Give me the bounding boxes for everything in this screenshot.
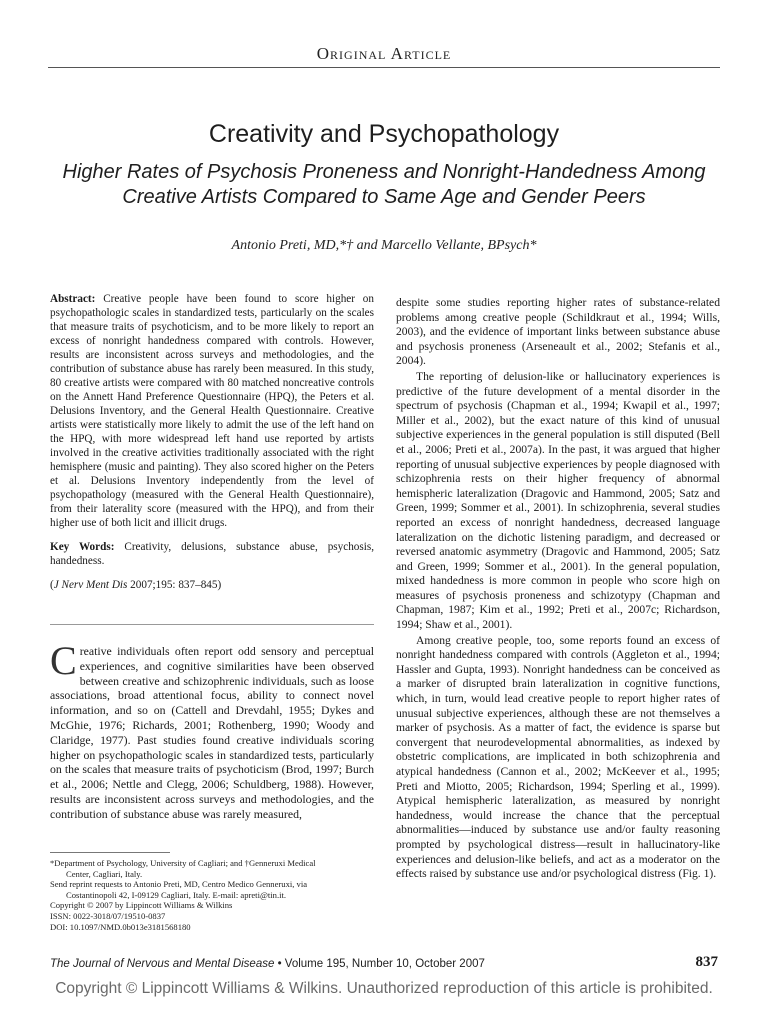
journal-name: The Journal of Nervous and Mental Disease bbox=[50, 958, 275, 970]
right-column bbox=[396, 296, 720, 882]
author-line: Antonio Preti, MD,*† and Marcello Vellante, BPsych* bbox=[231, 238, 537, 253]
abstract bbox=[50, 292, 374, 530]
keywords bbox=[50, 540, 374, 568]
issue-info: • Volume 195, Number 10, October 2007 bbox=[274, 958, 485, 970]
drop-cap: C bbox=[50, 638, 77, 683]
abstract-label: Abstract: bbox=[50, 293, 96, 305]
running-footer bbox=[50, 958, 485, 970]
footnotes: *Department of Psychology, University of Cagliari; and †Genneruxi Medical Center, Cagliari, Italy. Send reprint requests to Antonio Preti, MD, Centro Medico Genneruxi, via Costantinopoli 42, I-09129 Cagliari, Italy. E-mail: apreti@tin.it. Copyright © 2007 by Lippincott Williams & Wilkins ISSN: 0022-3018/07/19510-0837 DOI: 10.1097/NMD.0b013e3181568180 bbox=[50, 858, 316, 932]
citation: (J Nerv Ment Dis 2007;195: 837–845) bbox=[50, 579, 222, 591]
abstract-divider bbox=[50, 624, 374, 625]
footnote-divider bbox=[50, 852, 170, 853]
body-paragraph: Among creative people, too, some reports found an excess of nonright handedness compared with controls (Aggleton et al., 1994; Hassler and Gupta, 1993). Nonright handedness can be conceived as a marker of disrupted brain lateralization in cognitive functions, which, in turn, would lead creative people to report higher rates of unusual subjective experiences, although these are not themselves a marker of psychosis. As a matter of fact, the evidence is sparse but convergent that neurodevelopmental abnormalities, as indexed by obstetric complications, are implicated in both schizophrenia and atypical handedness (Cannon et al., 2002; McKeever et al., 1995; Preti and Miotto, 2005; Richardson, 1994; Sperling et al., 1999). Atypical hemispheric lateralization, as measured by nonright handedness, would increase the chance that the perceptual abnormalities—induced by substance use and/or faulty reasoning prompted by psychological distress—result in hallucinatory-like experiences and delusion-like beliefs, and act as a moderator on the effects raised by substance use and/or psychological distress (Fig. 1). bbox=[396, 633, 720, 881]
citation-journal: J Nerv Ment Dis bbox=[53, 579, 128, 591]
abstract-text: Creative people have been found to score higher on psychopathologic scales in standardized tests, particularly on the scales that measure traits of psychoticism, and to be more likely to report an excess of nonright handedness compared with controls. However, results are inconsistent across surveys and methodologies, and the contribution of substance abuse has rarely been measured. In this study, 80 creative artists were compared with 80 matched noncreative controls on the Annett Hand Preference Questionnaire (HPQ), the Peters et al. Delusions Inventory, and the General Health Questionnaire. Creative artists were statistically more likely to admit the use of the left hand on the HPQ, with more widespread left hand use reported by artists involved in the creative activities traditionally associated with the right hemisphere (music and painting). They also scored higher on the Peters et al. Delusions Inventory independently from the level of psychopathology (measured with the General Health Questionnaire), from their laterality score (measured with the HPQ), and from their higher use of both licit and illicit drugs. bbox=[50, 293, 374, 529]
article-subtitle: Higher Rates of Psychosis Proneness and Nonright-Handedness Among Creative Artists Compared to Same Age and Gender Peers bbox=[62, 161, 706, 208]
article-title: Creativity and Psychopathology bbox=[208, 120, 560, 148]
body-paragraph: The reporting of delusion-like or hallucinatory experiences is predictive of the future development of a mental disorder in the spectrum of psychosis (Chapman et al., 1994; Kwapil et al., 1997; Miller et al., 2002), but the exact nature of this kind of unusual subjective experiences in the general population is still disputed (Bell et al., 2006; Preti et al., 2007a). In the past, it was argued that higher reporting of unusual subjective experiences by people diagnosed with schizophrenia rests on their higher frequency of abnormal hemispheric lateralization (Dragovic and Hammond, 2005; Satz and Green, 1999; Sommer et al., 2001). In schizophrenia, several studies reported an excess of nonright handedness, decreased language lateralization on the dichotic listening paradigm, and decreased or reversed anatomic asymmetry (Dragovic and Hammond, 2005; Satz and Green, 1999; Sommer et al., 2001). In the general population, mixed handedness is more common in people who score high on measures of psychosis proneness and schizotypy (Chapman and Chapman, 1987; Kim et al., 1992; Preti et al., 2007c; Richardson, 1994; Shaw et al., 2001). bbox=[396, 369, 720, 632]
keywords-label: Key Words: bbox=[50, 541, 115, 553]
keywords-text: Creativity, delusions, substance abuse, psychosis, handedness. bbox=[50, 541, 374, 567]
header-divider bbox=[48, 67, 720, 68]
abstract-block bbox=[50, 292, 374, 602]
body-paragraph: despite some studies reporting higher rates of substance-related problems among creative people (Schildkraut et al., 1994; Wills, 2003), and the evidence of important links between substance abuse and psychosis proneness (Arseneault et al., 2002; Stefanis et al., 2004). bbox=[396, 296, 720, 368]
section-label: Original Article bbox=[316, 44, 452, 63]
copyright-banner: Copyright © Lippincott Williams & Wilkins. Unauthorized reproduction of this article is prohibited. bbox=[55, 980, 713, 997]
introduction-paragraph bbox=[50, 638, 374, 822]
intro-text: reative individuals often report odd sensory and perceptual experiences, and cognitive similarities have been observed between creative and schizophrenic individuals, such as loose associations, broad attentional focus, ability to connect novel information, and so on (Cattell and Drevdahl, 1955; Dykes and McGhie, 1976; Richards, 2001; Rothenberg, 1990; Woody and Claridge, 1977). Past studies found creative individuals scoring higher on psychopathologic scales in standardized tests, particularly on the scales that measure traits of psychoticism (Brod, 1997; Burch et al., 2006; Nettle and Clegg, 2006; Schuldberg, 1988). However, results are inconsistent across surveys and methodologies, and the contribution of substance abuse was rarely measured, bbox=[50, 644, 374, 821]
page-number: 837 bbox=[695, 954, 718, 970]
